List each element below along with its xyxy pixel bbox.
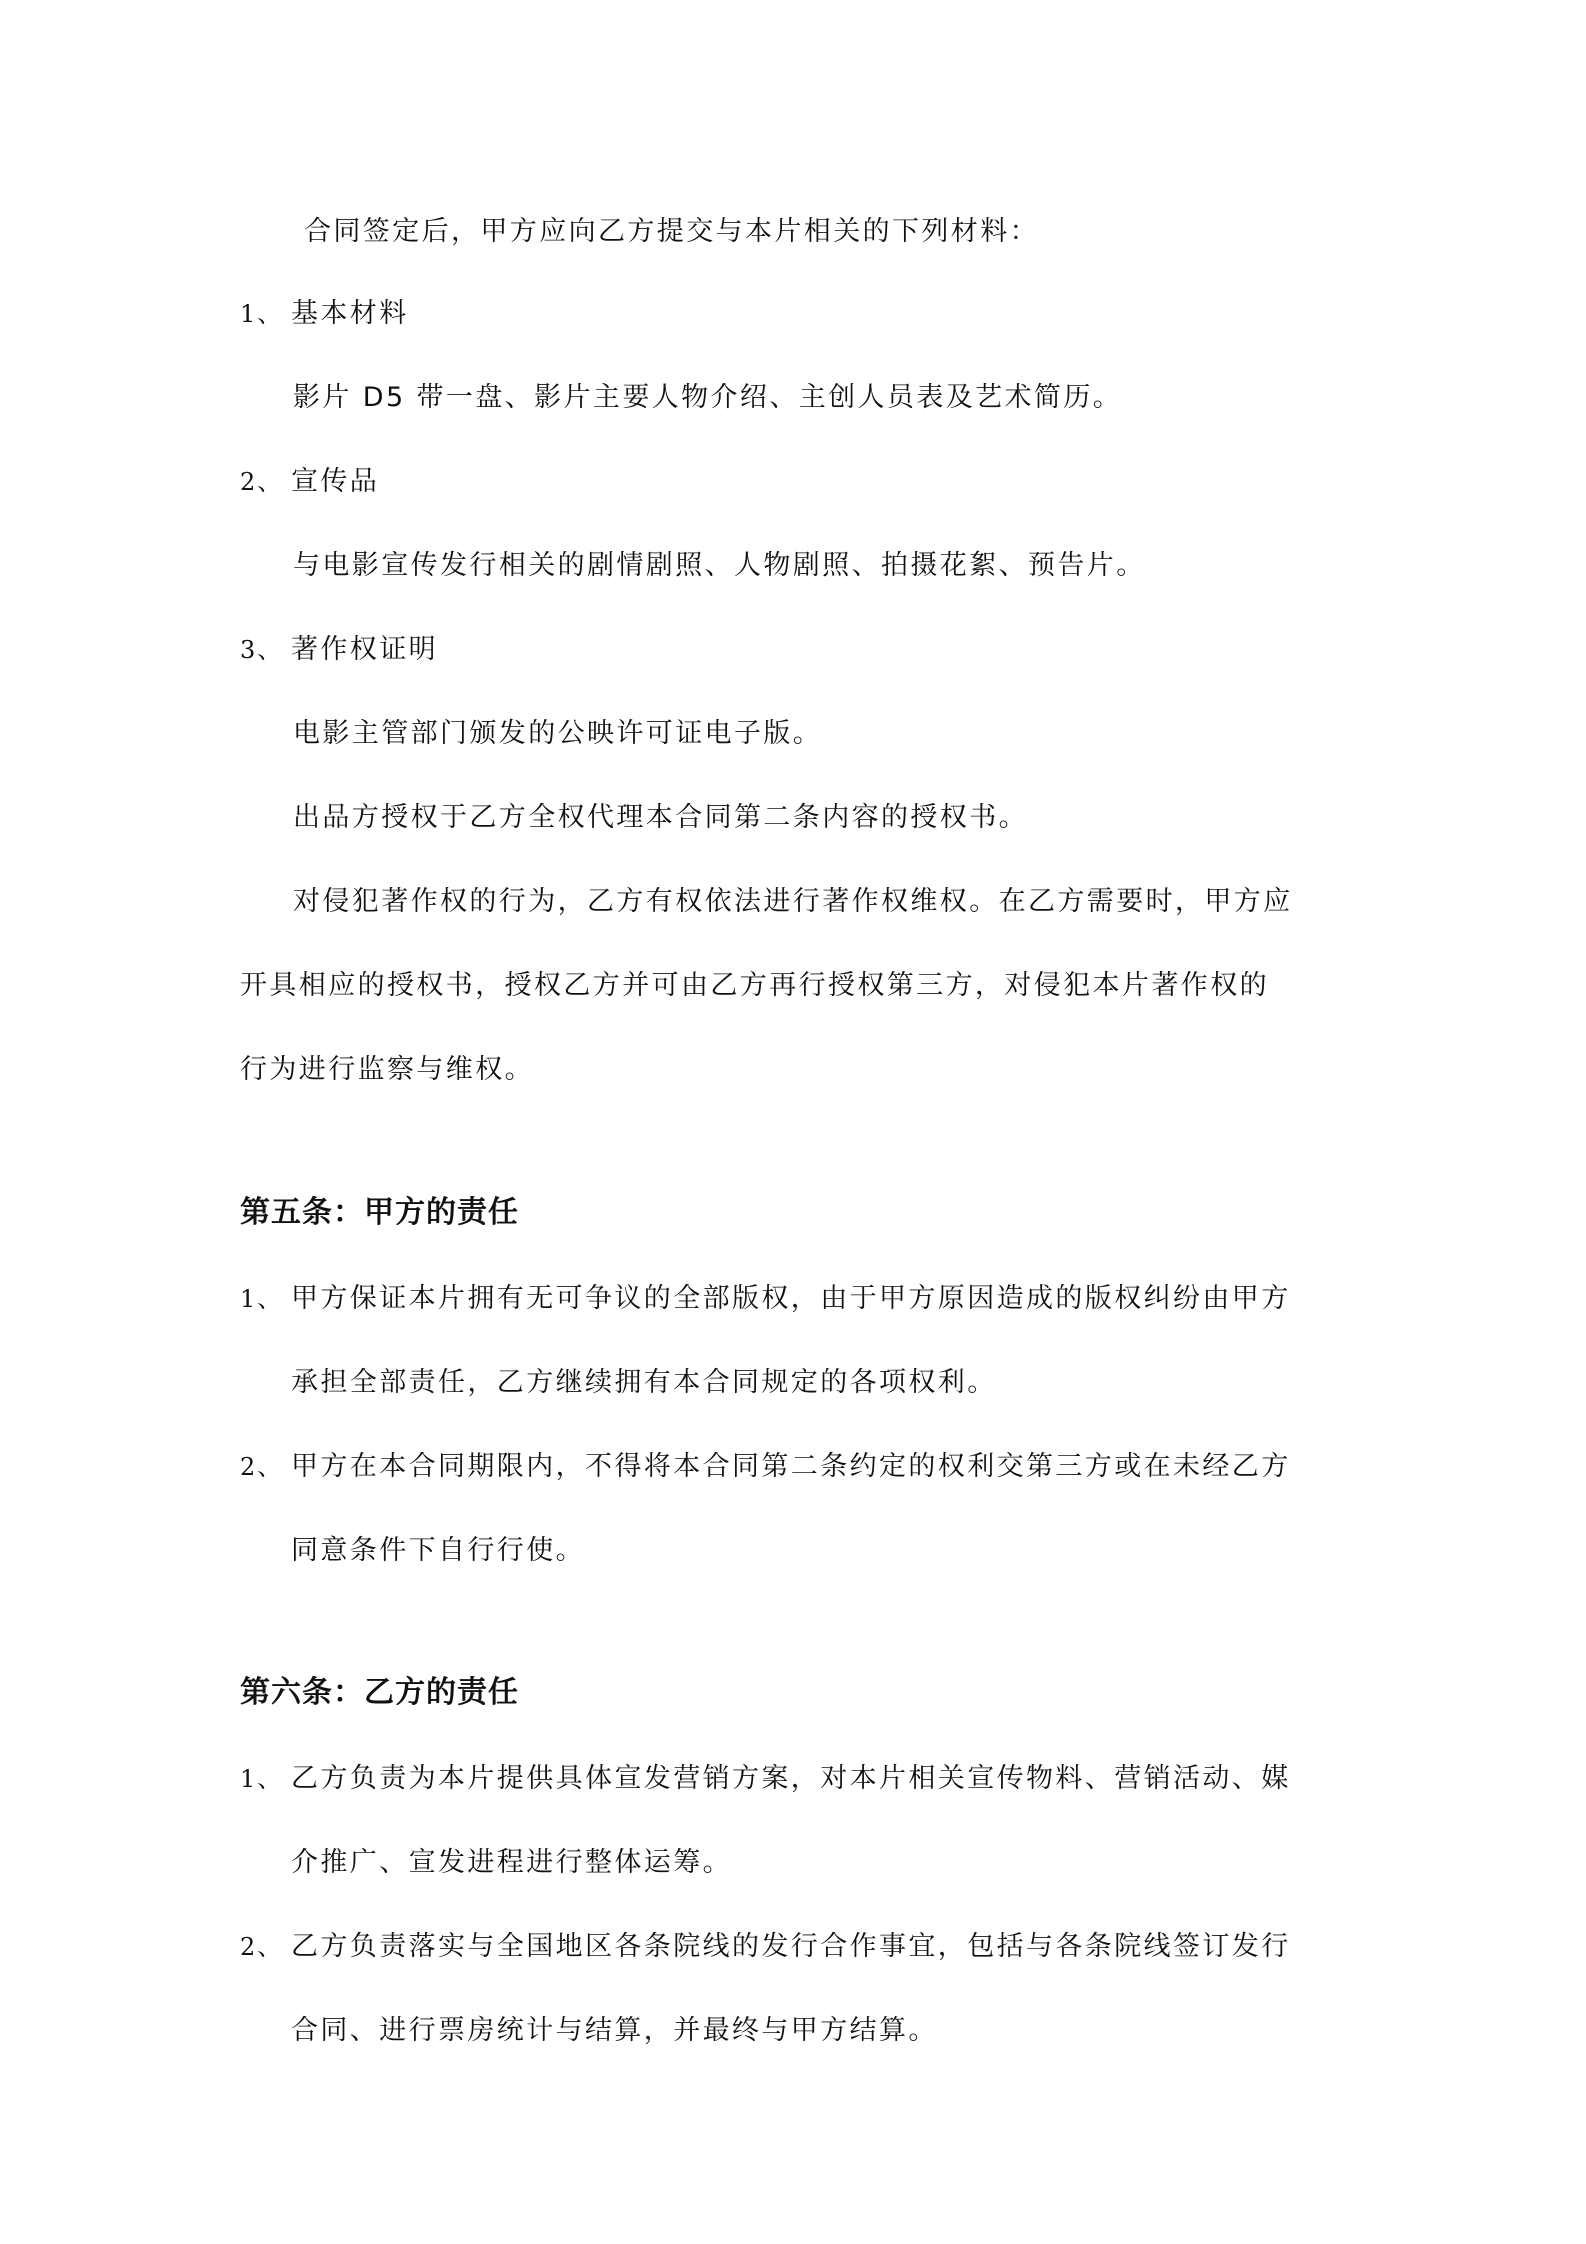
article-5-item-1-line-1: 甲方保证本片拥有无可争议的全部版权，由于甲方原因造成的版权纠纷由甲方 <box>291 1283 1291 1314</box>
copyright-para-line-1: 对侵犯著作权的行为，乙方有权依法进行著作权维权。在乙方需要时，甲方应 <box>293 886 1293 917</box>
article-5-item-1-line-2: 承担全部责任，乙方继续拥有本合同规定的各项权利。 <box>291 1367 997 1398</box>
material-3-line-2: 出品方授权于乙方全权代理本合同第二条内容的授权书。 <box>293 802 1028 833</box>
article-5-item-2-line-2: 同意条件下自行行使。 <box>291 1535 585 1566</box>
article-5-heading: 第五条：甲方的责任 <box>240 1195 519 1230</box>
material-1-title: 基本材料 <box>291 298 409 329</box>
article-6-heading: 第六条：乙方的责任 <box>240 1675 519 1710</box>
material-3-number: 3、 <box>240 636 282 664</box>
article-6-item-1-number: 1、 <box>240 1765 282 1793</box>
material-3-title: 著作权证明 <box>291 634 438 665</box>
article-6-item-2-line-2: 合同、进行票房统计与结算，并最终与甲方结算。 <box>291 2015 938 2046</box>
intro-line: 合同签定后，甲方应向乙方提交与本片相关的下列材料： <box>304 216 1039 247</box>
material-2-title: 宣传品 <box>291 466 380 497</box>
article-5-item-2-line-1: 甲方在本合同期限内，不得将本合同第二条约定的权利交第三方或在未经乙方 <box>291 1451 1291 1482</box>
material-2-line-1: 与电影宣传发行相关的剧情剧照、人物剧照、拍摄花絮、预告片。 <box>293 550 1146 581</box>
material-2-number: 2、 <box>240 468 282 496</box>
material-1-line-1: 影片 D5 带一盘、影片主要人物介绍、主创人员表及艺术简历。 <box>293 382 1123 413</box>
material-3-line-1: 电影主管部门颁发的公映许可证电子版。 <box>293 718 823 749</box>
article-5-item-1-number: 1、 <box>240 1285 282 1313</box>
article-6-item-1-line-2: 介推广、宣发进程进行整体运筹。 <box>291 1847 732 1878</box>
article-6-item-2-line-1: 乙方负责落实与全国地区各条院线的发行合作事宜，包括与各条院线签订发行 <box>291 1931 1291 1962</box>
material-1-number: 1、 <box>240 300 282 328</box>
copyright-para-line-2: 开具相应的授权书，授权乙方并可由乙方再行授权第三方，对侵犯本片著作权的 <box>240 970 1269 1001</box>
article-6-item-2-number: 2、 <box>240 1933 282 1961</box>
copyright-para-line-3: 行为进行监察与维权。 <box>240 1054 534 1085</box>
article-5-item-2-number: 2、 <box>240 1453 282 1481</box>
article-6-item-1-line-1: 乙方负责为本片提供具体宣发营销方案，对本片相关宣传物料、营销活动、媒 <box>291 1763 1291 1794</box>
